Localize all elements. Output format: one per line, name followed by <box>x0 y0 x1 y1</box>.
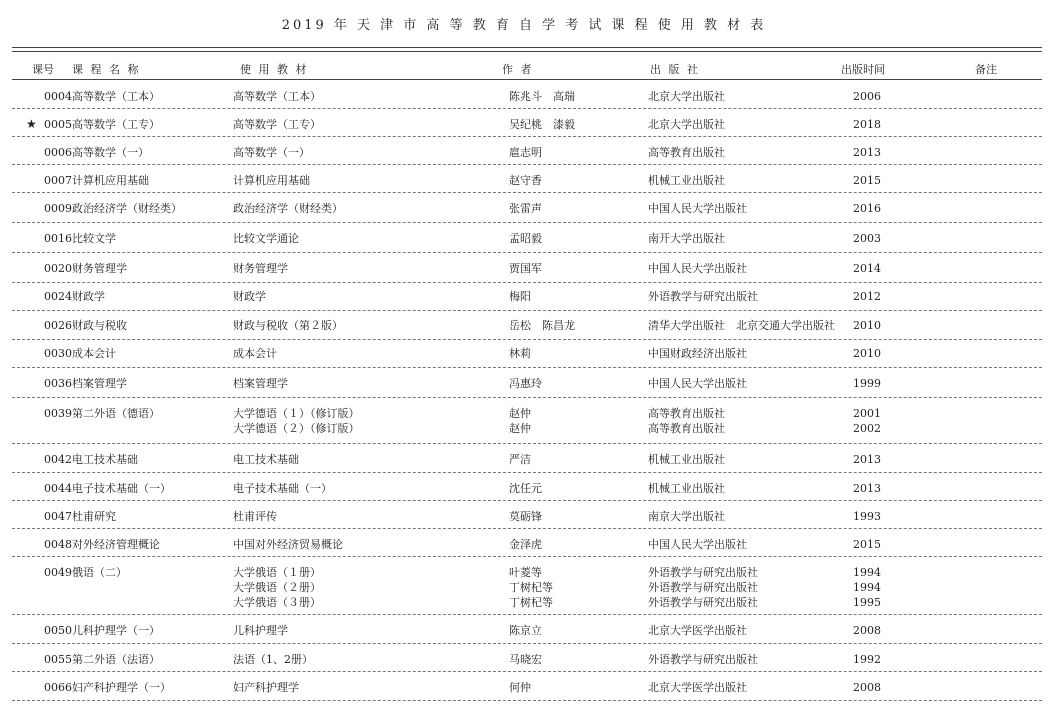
page-title: 2019 年 天 津 市 高 等 教 育 自 学 考 试 课 程 使 用 教 材 表 <box>281 18 767 33</box>
row-separator <box>12 282 1042 283</box>
course-code: 0044 <box>44 482 72 495</box>
table-row <box>0 117 1048 132</box>
textbook-title: 法语（1、2册） <box>233 653 313 666</box>
row-separator <box>12 614 1042 615</box>
textbook-year: 1995 <box>853 596 881 609</box>
textbook-author: 陈京立 <box>509 624 542 637</box>
course-name: 对外经济管理概论 <box>72 538 160 551</box>
textbook-publisher: 外语教学与研究出版社 <box>648 290 758 303</box>
textbook-publisher: 北京大学出版社 <box>648 90 725 103</box>
textbook-publisher: 中国人民大学出版社 <box>648 538 747 551</box>
textbook-author: 孟昭毅 <box>509 232 542 245</box>
table-row <box>0 452 1048 467</box>
textbook-year: 1994 <box>853 566 881 579</box>
textbook-year: 1993 <box>853 510 881 523</box>
textbook-title: 大学俄语（１册） <box>233 566 321 579</box>
textbook-year: 1994 <box>853 581 881 594</box>
table-row <box>0 376 1048 391</box>
textbook-year: 2013 <box>853 482 881 495</box>
textbook-author: 丁树杞等 <box>509 596 553 609</box>
textbook-publisher: 北京大学医学出版社 <box>648 624 747 637</box>
course-name: 高等数学（工本） <box>72 90 160 103</box>
textbook-author: 沈任元 <box>509 482 542 495</box>
textbook-year: 2012 <box>853 290 881 303</box>
course-name: 档案管理学 <box>72 377 127 390</box>
row-separator <box>12 643 1042 644</box>
textbook-publisher: 外语教学与研究出版社 <box>648 596 758 609</box>
table-row <box>0 509 1048 524</box>
textbook-title: 高等数学（工本） <box>233 90 321 103</box>
header-textbook: 使 用 教 材 <box>240 63 309 76</box>
row-separator <box>12 136 1042 137</box>
textbook-publisher: 北京大学医学出版社 <box>648 681 747 694</box>
textbook-publisher: 外语教学与研究出版社 <box>648 581 758 594</box>
textbook-year: 2008 <box>853 624 881 637</box>
course-name: 计算机应用基础 <box>72 174 149 187</box>
textbook-year: 2010 <box>853 347 881 360</box>
textbook-author: 赵守香 <box>509 174 542 187</box>
header-publisher: 出 版 社 <box>650 63 700 76</box>
textbook-publisher: 中国财政经济出版社 <box>648 347 747 360</box>
course-name: 财政学 <box>72 290 105 303</box>
course-name: 杜甫研究 <box>72 510 116 523</box>
course-name: 电工技术基础 <box>72 453 138 466</box>
textbook-title: 电子技术基础（一） <box>233 482 332 495</box>
course-code: 0050 <box>44 624 72 637</box>
course-code: 0016 <box>44 232 72 245</box>
course-code: 0024 <box>44 290 72 303</box>
course-code: 0036 <box>44 377 72 390</box>
textbook-author: 严洁 <box>509 453 531 466</box>
header-bottom-rule <box>12 79 1042 80</box>
textbook-author: 贾国军 <box>509 262 542 275</box>
row-separator <box>12 528 1042 529</box>
textbook-year: 1999 <box>853 377 881 390</box>
course-name: 儿科护理学（一） <box>72 624 160 637</box>
textbook-title: 财政与税收（第２版） <box>233 319 343 332</box>
header-note: 备注 <box>975 63 997 76</box>
textbook-author: 陈兆斗 高瑞 <box>509 90 575 103</box>
row-separator <box>12 310 1042 311</box>
textbook-title: 中国对外经济贸易概论 <box>233 538 343 551</box>
textbook-year: 2016 <box>853 202 881 215</box>
textbook-publisher: 外语教学与研究出版社 <box>648 653 758 666</box>
row-separator <box>12 222 1042 223</box>
table-row <box>0 346 1048 361</box>
row-separator <box>12 443 1042 444</box>
table-row <box>0 680 1048 695</box>
row-separator <box>12 339 1042 340</box>
textbook-author: 丁树杞等 <box>509 581 553 594</box>
textbook-publisher: 高等教育出版社 <box>648 146 725 159</box>
textbook-publisher: 外语教学与研究出版社 <box>648 566 758 579</box>
course-code: 0039 <box>44 407 72 420</box>
course-code: 0066 <box>44 681 72 694</box>
row-separator <box>12 397 1042 398</box>
table-row <box>0 565 1048 610</box>
table-row <box>0 406 1048 436</box>
textbook-title: 档案管理学 <box>233 377 288 390</box>
course-code: 0048 <box>44 538 72 551</box>
textbook-author: 冯惠玲 <box>509 377 542 390</box>
textbook-title: 妇产科护理学 <box>233 681 299 694</box>
textbook-year: 2002 <box>853 422 881 435</box>
course-code: 0047 <box>44 510 72 523</box>
textbook-author: 莫砺锋 <box>509 510 542 523</box>
textbook-title: 财政学 <box>233 290 266 303</box>
course-name: 妇产科护理学（一） <box>72 681 171 694</box>
row-separator <box>12 700 1042 701</box>
textbook-year: 2013 <box>853 453 881 466</box>
row-separator <box>12 472 1042 473</box>
textbook-year: 2018 <box>853 118 881 131</box>
header-course: 课 程 名 称 <box>72 63 141 76</box>
table-row <box>0 289 1048 304</box>
course-name: 财务管理学 <box>72 262 127 275</box>
textbook-author: 赵仲 <box>509 422 531 435</box>
textbook-publisher: 中国人民大学出版社 <box>648 262 747 275</box>
course-name: 第二外语（法语） <box>72 653 160 666</box>
course-name: 比较文学 <box>72 232 116 245</box>
textbook-year: 1992 <box>853 653 881 666</box>
textbook-year: 2008 <box>853 681 881 694</box>
textbook-year: 2013 <box>853 146 881 159</box>
row-separator <box>12 108 1042 109</box>
textbook-title: 成本会计 <box>233 347 277 360</box>
table-row <box>0 261 1048 276</box>
header-year: 出版时间 <box>841 63 885 76</box>
textbook-title: 高等数学（工专） <box>233 118 321 131</box>
course-code: 0005 <box>44 118 72 131</box>
table-row <box>0 481 1048 496</box>
course-code: 0049 <box>44 566 72 579</box>
row-separator <box>12 556 1042 557</box>
textbook-year: 2014 <box>853 262 881 275</box>
table-row <box>0 201 1048 216</box>
course-code: 0026 <box>44 319 72 332</box>
course-code: 0042 <box>44 453 72 466</box>
textbook-publisher: 清华大学出版社 北京交通大学出版社 <box>648 319 835 332</box>
textbook-publisher: 机械工业出版社 <box>648 174 725 187</box>
table-row <box>0 623 1048 638</box>
course-name: 成本会计 <box>72 347 116 360</box>
table-row <box>0 173 1048 188</box>
textbook-author: 金泽虎 <box>509 538 542 551</box>
textbook-author: 何仲 <box>509 681 531 694</box>
textbook-year: 2006 <box>853 90 881 103</box>
textbook-author: 扈志明 <box>509 146 542 159</box>
textbook-title: 电工技术基础 <box>233 453 299 466</box>
course-name: 电子技术基础（一） <box>72 482 171 495</box>
row-separator <box>12 367 1042 368</box>
row-separator <box>12 164 1042 165</box>
textbook-title: 比较文学通论 <box>233 232 299 245</box>
textbook-publisher: 中国人民大学出版社 <box>648 377 747 390</box>
header-code: 课号 <box>32 63 54 76</box>
table-row <box>0 89 1048 104</box>
course-name: 高等数学（工专） <box>72 118 160 131</box>
textbook-title: 计算机应用基础 <box>233 174 310 187</box>
table-row <box>0 231 1048 246</box>
row-separator <box>12 192 1042 193</box>
textbook-year: 2003 <box>853 232 881 245</box>
row-separator <box>12 671 1042 672</box>
course-code: 0007 <box>44 174 72 187</box>
textbook-year: 2001 <box>853 407 881 420</box>
textbook-year: 2015 <box>853 174 881 187</box>
textbook-title: 大学德语（１）（修订版） <box>233 407 360 420</box>
course-code: 0009 <box>44 202 72 215</box>
textbook-author: 张雷声 <box>509 202 542 215</box>
row-separator <box>12 500 1042 501</box>
textbook-publisher: 南开大学出版社 <box>648 232 725 245</box>
star-mark-icon: ★ <box>26 117 37 131</box>
textbook-publisher: 北京大学出版社 <box>648 118 725 131</box>
textbook-publisher: 中国人民大学出版社 <box>648 202 747 215</box>
course-code: 0020 <box>44 262 72 275</box>
textbook-author: 吴纪桃 漆毅 <box>509 118 575 131</box>
table-row <box>0 145 1048 160</box>
table-row <box>0 652 1048 667</box>
textbook-title: 财务管理学 <box>233 262 288 275</box>
textbook-year: 2015 <box>853 538 881 551</box>
textbook-publisher: 高等教育出版社 <box>648 407 725 420</box>
course-name: 俄语（二） <box>72 566 127 579</box>
textbook-publisher: 南京大学出版社 <box>648 510 725 523</box>
textbook-title: 政治经济学（财经类） <box>233 202 343 215</box>
header-author: 作 者 <box>502 63 534 76</box>
row-separator <box>12 252 1042 253</box>
header-top-rule <box>12 47 1042 52</box>
textbook-title: 杜甫评传 <box>233 510 277 523</box>
course-code: 0030 <box>44 347 72 360</box>
course-name: 政治经济学（财经类） <box>72 202 182 215</box>
course-code: 0006 <box>44 146 72 159</box>
textbook-year: 2010 <box>853 319 881 332</box>
textbook-author: 叶菱等 <box>509 566 542 579</box>
textbook-author: 马晓宏 <box>509 653 542 666</box>
textbook-author: 梅阳 <box>509 290 531 303</box>
textbook-publisher: 机械工业出版社 <box>648 482 725 495</box>
table-row <box>0 537 1048 552</box>
course-name: 财政与税收 <box>72 319 127 332</box>
course-code: 0055 <box>44 653 72 666</box>
textbook-title: 大学德语（２）（修订版） <box>233 422 360 435</box>
course-name: 第二外语（德语） <box>72 407 160 420</box>
textbook-author: 岳松 陈昌龙 <box>509 319 575 332</box>
table-row <box>0 318 1048 333</box>
textbook-publisher: 高等教育出版社 <box>648 422 725 435</box>
textbook-title: 大学俄语（３册） <box>233 596 321 609</box>
textbook-author: 林莉 <box>509 347 531 360</box>
textbook-title: 大学俄语（２册） <box>233 581 321 594</box>
textbook-title: 儿科护理学 <box>233 624 288 637</box>
textbook-title: 高等数学（一） <box>233 146 310 159</box>
textbook-publisher: 机械工业出版社 <box>648 453 725 466</box>
course-name: 高等数学（一） <box>72 146 149 159</box>
textbook-author: 赵仲 <box>509 407 531 420</box>
course-code: 0004 <box>44 90 72 103</box>
